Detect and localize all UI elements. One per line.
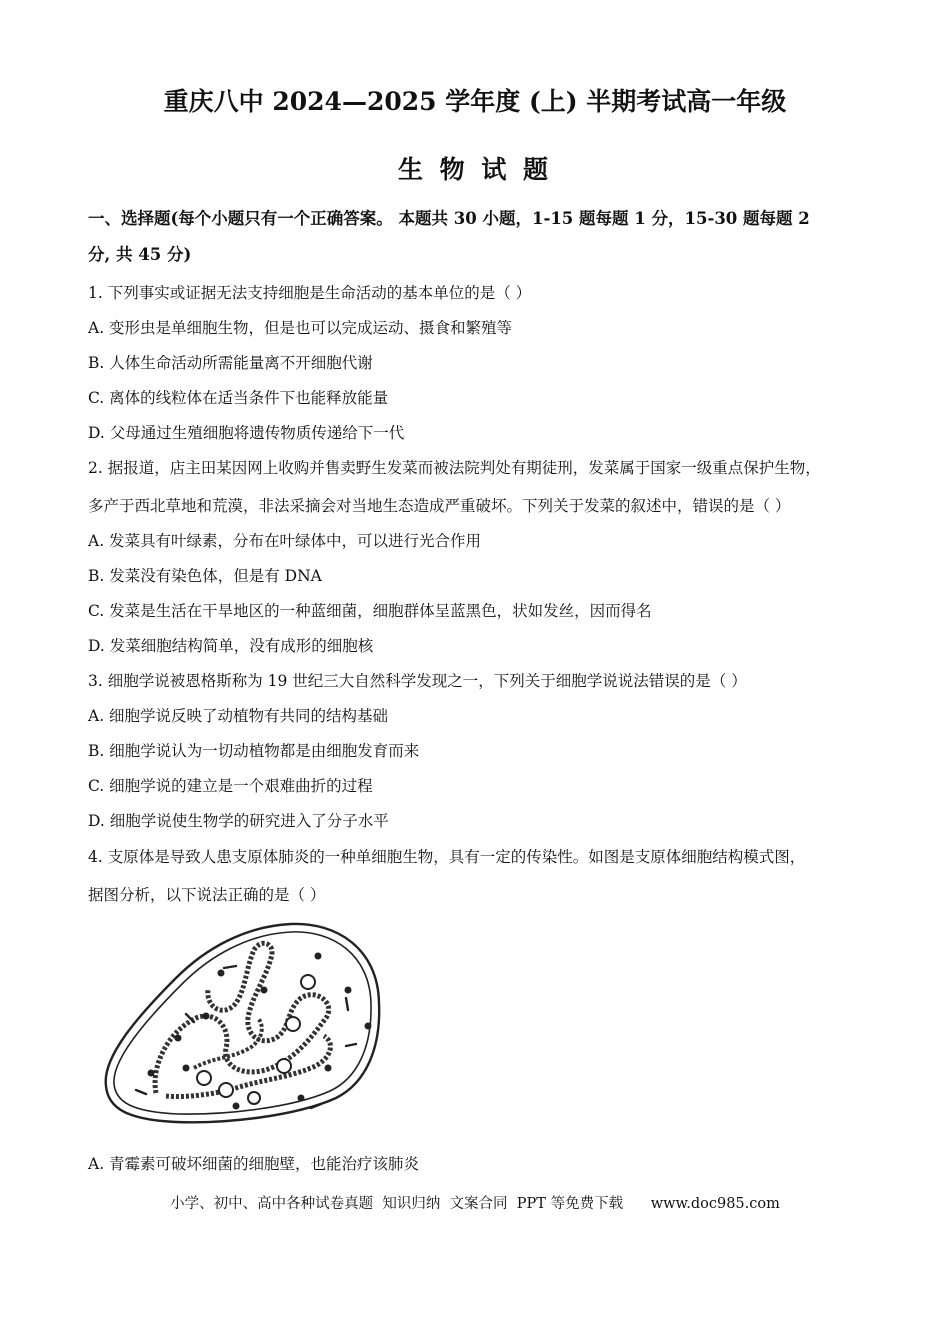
page-footer: 小学、初中、高中各种试卷真题 知识归纳 文案合同 PPT 等免费下载 www.doc985.com [170, 1196, 780, 1212]
question-3-option-d: D. 细胞学说使生物学的研究进入了分子水平 [88, 812, 389, 830]
question-4-option-a: A. 青霉素可破坏细菌的细胞壁，也能治疗该肺炎 [88, 1155, 420, 1173]
section-heading-line1: 一、选择题(每个小题只有一个正确答案。 本题共 30 小题，1-15 题每题 1 分，15-30 题每题 2 [88, 209, 810, 228]
question-1-option-b: B. 人体生命活动所需能量离不开细胞代谢 [88, 354, 373, 372]
question-2-stem-line2: 多产于西北草地和荒漠，非法采摘会对当地生态造成严重破坏。下列关于发菜的叙述中，错误的是（ ） [88, 497, 791, 515]
dna-strand [155, 943, 329, 1093]
question-2-option-c: C. 发菜是生活在干旱地区的一种蓝细菌，细胞群体呈蓝黑色，状如发丝，因而得名 [88, 602, 652, 620]
subject-title: 生 物 试 题 [397, 155, 553, 184]
section-heading-line2: 分, 共 45 分) [88, 245, 192, 264]
question-3-option-c: C. 细胞学说的建立是一个艰难曲折的过程 [88, 777, 373, 795]
question-1-option-d: D. 父母通过生殖细胞将遗传物质传递给下一代 [88, 424, 405, 442]
question-2-option-d: D. 发菜细胞结构简单，没有成形的细胞核 [88, 637, 374, 655]
exam-title: 重庆八中 2024—2025 学年度 (上) 半期考试高一年级 [163, 87, 787, 116]
question-4-stem-line1: 4. 支原体是导致人患支原体肺炎的一种单细胞生物，具有一定的传染性。如图是支原体细胞结构模式图， [88, 848, 806, 866]
question-1-stem: 1. 下列事实或证据无法支持细胞是生命活动的基本单位的是（ ） [88, 284, 532, 302]
question-4-stem-line2: 据图分析，以下说法正确的是（ ） [88, 886, 326, 904]
question-3-option-a: A. 细胞学说反映了动植物有共同的结构基础 [88, 707, 389, 725]
question-1-option-a: A. 变形虫是单细胞生物，但是也可以完成运动、摄食和繁殖等 [88, 319, 513, 337]
question-2-option-a: A. 发菜具有叶绿素，分布在叶绿体中，可以进行光合作用 [88, 532, 482, 550]
question-3-stem: 3. 细胞学说被恩格斯称为 19 世纪三大自然科学发现之一，下列关于细胞学说说法错误的是（ ） [88, 672, 747, 690]
question-1-option-c: C. 离体的线粒体在适当条件下也能释放能量 [88, 389, 389, 407]
question-2-stem-line1: 2. 据报道，店主田某因网上收购并售卖野生发菜而被法院判处有期徒刑，发菜属于国家一级重点保护生物， [88, 459, 821, 477]
question-2-option-b: B. 发菜没有染色体，但是有 DNA [88, 567, 322, 585]
mycoplasma-cell-diagram [96, 918, 396, 1130]
question-3-option-b: B. 细胞学说认为一切动植物都是由细胞发育而来 [88, 742, 420, 760]
